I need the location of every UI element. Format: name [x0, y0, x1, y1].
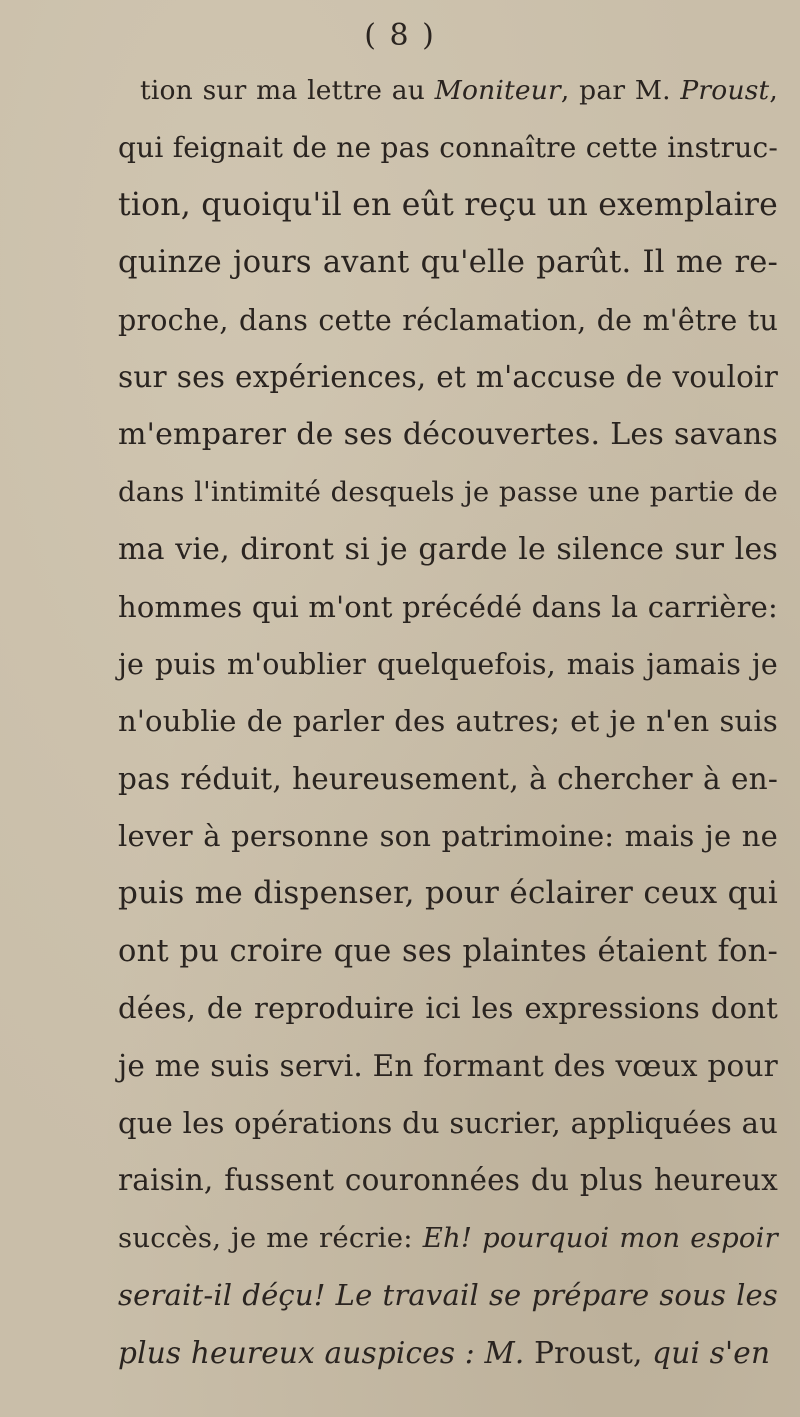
- text-line: [118, 62, 778, 119]
- text-span: sur ses expériences, et m'accuse de vouloir: [118, 359, 778, 394]
- text-span: je me suis servi. En formant des vœux pour: [118, 1048, 778, 1083]
- text-span: ,: [769, 75, 778, 106]
- text-line: [118, 349, 778, 406]
- italic-text: serait-il déçu! Le travail se prépare sous les: [118, 1278, 778, 1313]
- text-line: [118, 808, 778, 865]
- text-line: [118, 579, 778, 636]
- text-span: ,: [633, 1335, 653, 1370]
- text-line: [118, 1095, 778, 1152]
- text-line: [118, 177, 778, 234]
- text-span: je puis m'oublier quelquefois, mais jamais je: [118, 647, 778, 681]
- text-line: [118, 636, 778, 693]
- text-line: [118, 464, 778, 521]
- text-span: succès, je me récrie:: [118, 1221, 423, 1254]
- text-line: [118, 1152, 778, 1209]
- text-span: Proust: [534, 1335, 633, 1370]
- text-span: hommes qui m'ont précédé dans la carrière:: [118, 589, 778, 624]
- text-line: [118, 751, 778, 808]
- text-line: [118, 1038, 778, 1095]
- text-span: lever à personne son patrimoine: mais je ne: [118, 819, 778, 854]
- text-span: puis me dispenser, pour éclairer ceux qui: [118, 875, 778, 912]
- text-line: [118, 693, 778, 750]
- text-line: [118, 1267, 778, 1324]
- text-span: quinze jours avant qu'elle parût. Il me re-: [118, 245, 778, 281]
- text-line: [118, 119, 778, 176]
- text-span: ma vie, diront si je garde le silence sur les: [118, 532, 778, 568]
- text-span: proche, dans cette réclamation, de m'être tu: [118, 303, 778, 337]
- body-text: [118, 62, 778, 1382]
- page-number: ( 8 ): [364, 18, 436, 53]
- text-span: pas réduit, heureusement, à chercher à en-: [118, 761, 778, 796]
- italic-text: plus heureux auspices : M.: [118, 1335, 535, 1370]
- text-span: dans l'intimité desquels je passe une partie de: [118, 475, 778, 508]
- text-line: [118, 1325, 778, 1382]
- text-line: [118, 292, 778, 349]
- italic-text: Proust: [680, 75, 770, 106]
- text-line: [118, 865, 778, 922]
- text-span: n'oublie de parler des autres; et je n'en suis: [118, 704, 778, 739]
- text-span: qui feignait de ne pas connaître cette instruc-: [118, 131, 778, 165]
- italic-text: Moniteur: [434, 75, 561, 106]
- text-span: raisin, fussent couronnées du plus heureux: [118, 1163, 778, 1198]
- italic-text: qui s'en: [652, 1335, 771, 1370]
- text-span: tion sur ma lettre au: [140, 75, 435, 106]
- text-span: ont pu croire que ses plaintes étaient fon-: [118, 933, 778, 969]
- text-span: dées, de reproduire ici les expressions dont: [118, 991, 778, 1026]
- text-line: [118, 980, 778, 1037]
- text-span: , par M.: [560, 75, 681, 106]
- text-line: [118, 1210, 778, 1267]
- text-span: tion, quoiqu'il en eût reçu un exemplaire: [118, 186, 778, 223]
- text-line: [118, 521, 778, 578]
- text-span: m'emparer de ses découvertes. Les savans: [118, 417, 778, 453]
- italic-text: Eh! pourquoi mon espoir: [422, 1221, 778, 1254]
- text-span: que les opérations du sucrier, appliquées au: [118, 1106, 778, 1141]
- text-line: [118, 234, 778, 291]
- text-line: [118, 406, 778, 463]
- text-line: [118, 923, 778, 980]
